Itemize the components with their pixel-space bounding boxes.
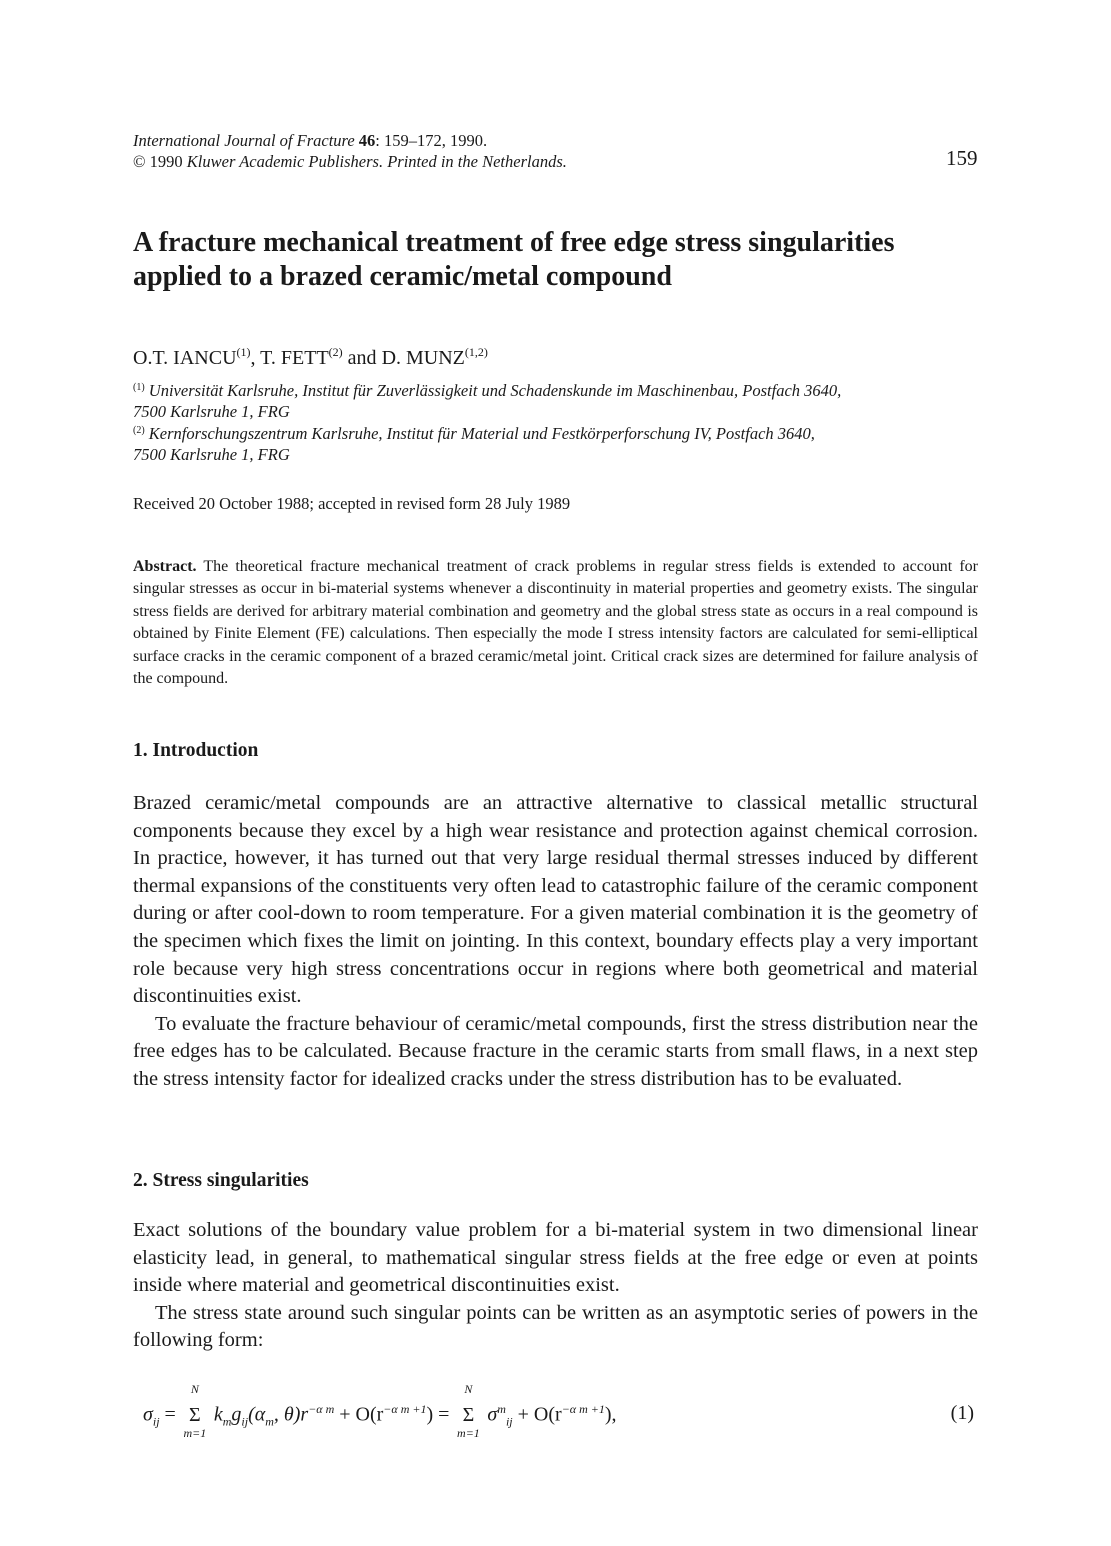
eq-sup: −α m +1: [561, 1402, 605, 1416]
eq-sup: −α m: [308, 1402, 335, 1416]
affiliation-line: [133, 377, 993, 401]
journal-name: International Journal of Fracture: [133, 131, 355, 150]
author-separator: and: [342, 347, 382, 369]
eq-sup: m: [497, 1402, 506, 1416]
eq-plus: +: [512, 1403, 534, 1426]
eq-sigma: σ: [143, 1403, 153, 1426]
eq-equals: =: [433, 1403, 455, 1426]
sum-symbol: Σ: [462, 1403, 475, 1426]
title-line: applied to a brazed ceramic/metal compound: [133, 261, 672, 292]
eq-term: g: [231, 1403, 242, 1426]
eq-sub: m: [265, 1414, 274, 1429]
eq-sub: ij: [152, 1414, 160, 1429]
sum-upper-limit: N: [464, 1381, 473, 1396]
eq-sup: −α m +1: [383, 1402, 427, 1416]
paragraph: To evaluate the fracture behaviour of ceramic/metal compounds, first the stress distribution near the free edges has to be calculated. Because fracture in the ceramic starts from small flaws, in a next step the stress intensity factor for idealized cracks under the stress distribution has to be evaluated.: [133, 1012, 978, 1090]
equation: [133, 1380, 978, 1440]
eq-sub: ij: [505, 1414, 513, 1429]
sum-lower-limit: m=1: [457, 1425, 480, 1440]
affiliation: [133, 377, 993, 422]
journal-volume: 46: [358, 131, 376, 150]
affiliation-line: [133, 420, 993, 444]
eq-term: σ: [482, 1403, 498, 1426]
author-name: O.T. IANCU: [133, 347, 237, 369]
abstract: [133, 556, 978, 690]
paragraph: Brazed ceramic/metal compounds are an attractive alternative to classical metallic structural components because they excel by a high wear resistance and protection against chemical corrosion. In practice, however, it has turned out that very large residual thermal stresses induced by different thermal expansions of the constituents very often lead to catastrophic failure of the ceramic component during or after cool-down to room temperature. For a given material combination it is the geometry of the specimen which fixes the limit on jointing. In this context, boundary effects play a very important role because very high stress concentrations occur in regions where both geometrical and material discontinuities exist.: [133, 792, 978, 1008]
eq-equals: =: [159, 1403, 181, 1426]
publisher: Kluwer Academic Publishers. Printed in the Netherlands.: [186, 152, 567, 171]
affiliation-line: 7500 Karlsruhe 1, FRG: [133, 445, 290, 464]
author-affiliation-marker: (1): [236, 345, 251, 359]
journal-pages-year: : 159–172, 1990.: [375, 131, 488, 150]
equation-number: (1): [950, 1402, 974, 1424]
section-body: [133, 790, 978, 1094]
affiliation-text: Kernforschungszentrum Karlsruhe, Institut für Material und Festkörperforschung IV, Postfach 3640,: [148, 424, 815, 443]
copyright-line: [133, 151, 833, 172]
affiliation-text: Universität Karlsruhe, Institut für Zuverlässigkeit und Schadenskunde im Maschinenbau, Postfach 3640,: [148, 381, 842, 400]
page-number: 159: [946, 146, 978, 170]
eq-order-close: ),: [604, 1403, 617, 1426]
sum-upper-limit: N: [190, 1381, 199, 1396]
copyright-symbol: ©: [133, 152, 146, 171]
journal-citation: [133, 130, 833, 172]
author-affiliation-marker: (1,2): [464, 345, 488, 359]
affiliation-line: 7500 Karlsruhe 1, FRG: [133, 402, 290, 421]
section-heading: 2. Stress singularities: [133, 1170, 309, 1191]
abstract-text: The theoretical fracture mechanical treatment of crack problems in regular stress fields is extended to account for singular stresses as occur in bi-material systems whenever a discontinuity in material properties and geometry exists. The singular stress fields are derived for arbitrary material combination and geometry and the global stress state as occurs in a real compound is obtained by Finite Element (FE) calculations. Then especially the mode I stress intensity factors are calculated for semi-elliptical surface cracks in the ceramic component of a brazed ceramic/metal joint. Critical crack sizes are determined for failure analysis of the compound.: [133, 558, 978, 688]
author-separator: ,: [250, 347, 261, 369]
sum-symbol: Σ: [189, 1403, 201, 1426]
eq-term: (α: [248, 1403, 266, 1426]
eq-sum: [454, 1381, 482, 1440]
title-line: A fracture mechanical treatment of free edge stress singularities: [133, 227, 895, 258]
paragraph: The stress state around such singular points can be written as an asymptotic series of powers in the following form:: [133, 1301, 978, 1352]
affiliation: [133, 420, 993, 465]
eq-order: O(r: [533, 1403, 562, 1426]
eq-order-close: ): [426, 1403, 434, 1426]
affiliation-marker: (2): [133, 425, 145, 436]
author-name: T. FETT: [260, 347, 329, 369]
author-list: [133, 345, 488, 370]
sum-lower-limit: m=1: [183, 1425, 207, 1440]
affiliation-marker: (1): [133, 382, 145, 393]
eq-term: , θ)r: [273, 1403, 309, 1426]
eq-sub: ij: [241, 1414, 249, 1429]
eq-term: k: [208, 1403, 223, 1426]
citation-line: [133, 130, 833, 151]
paragraph: Exact solutions of the boundary value problem for a bi-material system in two dimensional linear elasticity lead, in general, to mathematical singular stress fields at the free edge or even at points inside where material and geometrical discontinuities exist.: [133, 1219, 978, 1297]
received-date: Received 20 October 1988; accepted in revised form 28 July 1989: [133, 494, 571, 513]
eq-sub: m: [222, 1414, 232, 1429]
copyright-year: 1990: [149, 152, 183, 171]
section-body: [133, 1217, 978, 1355]
equation-expression: [143, 1381, 617, 1440]
eq-plus: +: [334, 1403, 356, 1426]
abstract-label: Abstract.: [133, 558, 197, 575]
paper-title: [133, 226, 993, 294]
eq-order: O(r: [355, 1403, 384, 1426]
author-name: D. MUNZ: [381, 347, 465, 369]
section-heading: 1. Introduction: [133, 740, 259, 761]
eq-sum: [181, 1381, 209, 1440]
author-affiliation-marker: (2): [328, 345, 343, 359]
